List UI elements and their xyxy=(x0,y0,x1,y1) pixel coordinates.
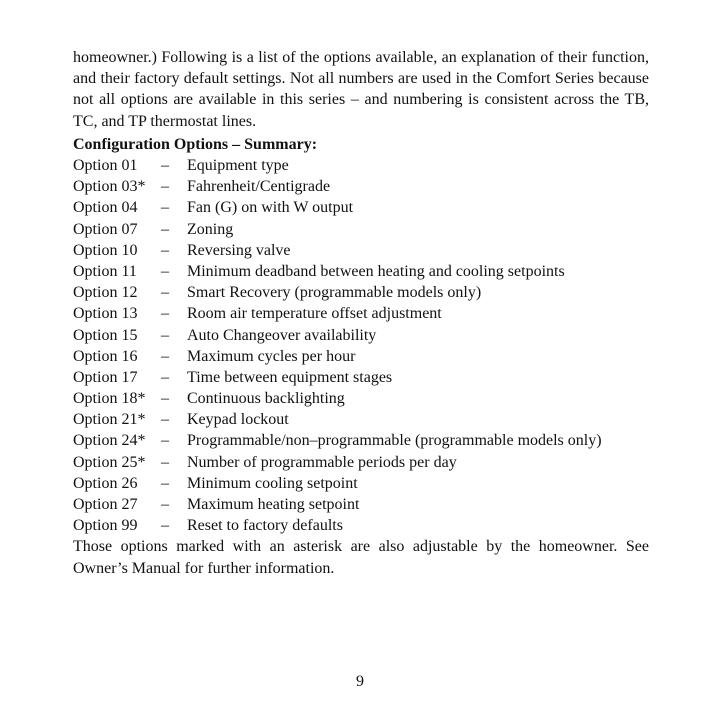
option-dash: – xyxy=(161,432,169,450)
option-row xyxy=(73,219,649,240)
option-label: Option 26 xyxy=(73,474,138,492)
option-dash: – xyxy=(161,199,169,217)
option-description: Equipment type xyxy=(187,157,289,175)
option-row xyxy=(73,430,649,451)
option-row xyxy=(73,388,649,409)
option-row xyxy=(73,303,649,324)
option-label: Option 25* xyxy=(73,453,146,471)
option-row xyxy=(73,494,649,515)
option-row xyxy=(73,346,649,367)
option-description: Maximum cycles per hour xyxy=(187,347,356,365)
option-description: Minimum cooling setpoint xyxy=(187,474,358,492)
option-dash: – xyxy=(161,220,169,238)
option-dash: – xyxy=(161,411,169,429)
option-dash: – xyxy=(161,474,169,492)
option-row xyxy=(73,367,649,388)
section-heading: Configuration Options – Summary: xyxy=(73,135,318,153)
option-label: Option 17 xyxy=(73,368,138,386)
option-row xyxy=(73,515,649,536)
option-dash: – xyxy=(161,326,169,344)
option-row xyxy=(73,240,649,261)
option-dash: – xyxy=(161,517,169,535)
options-list xyxy=(73,155,649,536)
option-dash: – xyxy=(161,157,169,175)
option-description: Minimum deadband between heating and cooling setpoints xyxy=(187,262,565,280)
option-dash: – xyxy=(161,390,169,408)
option-label: Option 15 xyxy=(73,326,138,344)
option-description: Smart Recovery (programmable models only) xyxy=(187,284,482,302)
option-label: Option 18* xyxy=(73,390,146,408)
option-row xyxy=(73,409,649,430)
option-description: Fahrenheit/Centigrade xyxy=(187,178,331,196)
option-description: Number of programmable periods per day xyxy=(187,453,457,471)
option-dash: – xyxy=(161,262,169,280)
option-description: Programmable/non–programmable (programmable models only) xyxy=(187,432,602,450)
option-row xyxy=(73,176,649,197)
option-description: Room air temperature offset adjustment xyxy=(187,305,442,323)
option-description: Reset to factory defaults xyxy=(187,517,343,535)
option-description: Keypad lockout xyxy=(187,411,289,429)
document-page xyxy=(73,47,649,579)
option-dash: – xyxy=(161,368,169,386)
option-description: Fan (G) on with W output xyxy=(187,199,354,217)
option-label: Option 11 xyxy=(73,262,137,280)
option-dash: – xyxy=(161,178,169,196)
option-description: Continuous backlighting xyxy=(187,390,345,408)
option-dash: – xyxy=(161,453,169,471)
option-row xyxy=(73,155,649,176)
option-description: Maximum heating setpoint xyxy=(187,496,360,514)
option-label: Option 12 xyxy=(73,284,138,302)
option-label: Option 13 xyxy=(73,305,138,323)
option-row xyxy=(73,261,649,282)
option-dash: – xyxy=(161,241,169,259)
option-dash: – xyxy=(161,305,169,323)
page-number: 9 xyxy=(356,673,364,690)
option-label: Option 01 xyxy=(73,157,138,175)
option-label: Option 16 xyxy=(73,347,138,365)
option-row xyxy=(73,325,649,346)
option-label: Option 27 xyxy=(73,496,138,514)
option-label: Option 10 xyxy=(73,241,138,259)
option-description: Auto Changeover availability xyxy=(187,326,377,344)
option-description: Reversing valve xyxy=(187,241,291,259)
option-label: Option 04 xyxy=(73,199,138,217)
option-dash: – xyxy=(161,284,169,302)
option-row xyxy=(73,197,649,218)
option-row xyxy=(73,282,649,303)
option-description: Zoning xyxy=(187,220,234,238)
option-label: Option 03* xyxy=(73,178,146,196)
intro-paragraph: homeowner.) Following is a list of the options available, an explanation of their function, and their factory default settings. Not all numbers are used in the Comfort Series because not all options are available in this series – and numbering is consistent across the TB, TC, and TP thermostat lines. xyxy=(73,49,649,130)
option-label: Option 99 xyxy=(73,517,138,535)
option-label: Option 07 xyxy=(73,220,138,238)
option-dash: – xyxy=(161,347,169,365)
option-row xyxy=(73,452,649,473)
option-dash: – xyxy=(161,496,169,514)
option-description: Time between equipment stages xyxy=(187,368,393,386)
option-label: Option 24* xyxy=(73,432,146,450)
option-label: Option 21* xyxy=(73,411,146,429)
closing-paragraph: Those options marked with an asterisk are also adjustable by the homeowner. See Owner’s Manual for further information. xyxy=(73,538,649,577)
option-row xyxy=(73,473,649,494)
